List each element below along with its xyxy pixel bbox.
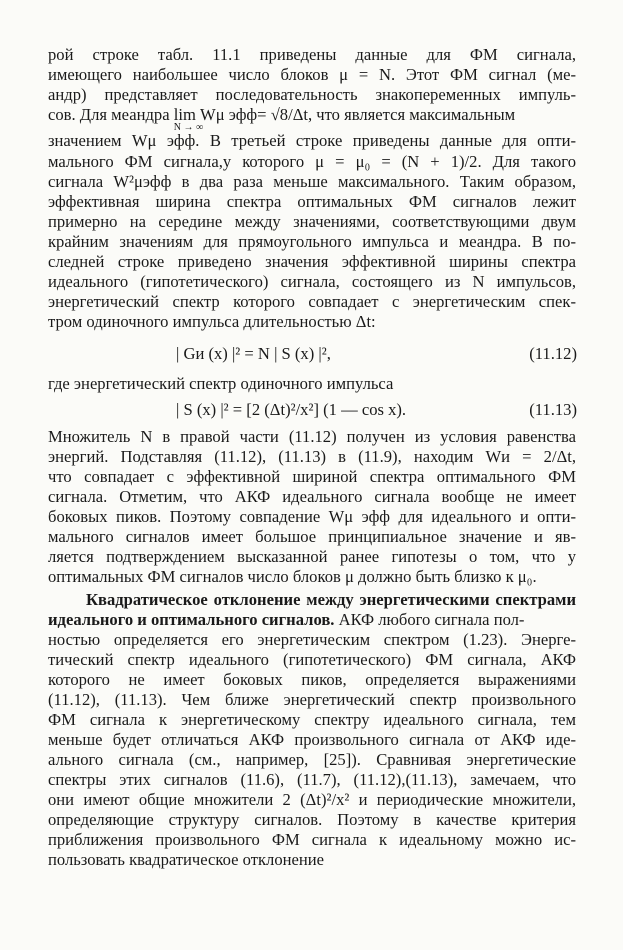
section-heading: идеального и оптимального сигналов. xyxy=(48,610,335,629)
lim-subscript: N → ∞ xyxy=(173,122,204,133)
text-line: имеющего наибольшее число блоков μ = N. Этот ФМ сигнал (ме- xyxy=(48,65,576,84)
text-line: сигнала. Отметим, что АКФ идеального сигнала вообще не имеет xyxy=(48,487,576,506)
text-line: оптимальных ФМ сигналов число блоков μ должно быть близко к μ₀. xyxy=(48,567,537,586)
text-line: спектры этих сигналов (11.6), (11.7), (11.12),(11.13), замечаем, что xyxy=(48,770,576,789)
equation-number: (11.12) xyxy=(529,344,577,363)
text-line: тром одиночного импульса длительностью Δt: xyxy=(48,312,376,331)
text-line: меньше будет отличаться АКФ произвольного сигнала от АКФ иде- xyxy=(48,730,576,749)
text-line: (11.12), (11.13). Чем ближе энергетический спектр произвольного xyxy=(48,690,576,709)
text-line: сигнала W²μэфф в два раза меньше максимального. Таким образом, xyxy=(48,172,576,191)
text-line: боковых пиков. Поэтому совпадение Wμ эфф для идеального и опти- xyxy=(48,507,576,526)
text-line: идеального (гипотетического) сигнала, состоящего из N импульсов, xyxy=(48,272,576,291)
text-line: ального сигнала (см., например, [25]). Сравнивая энергетические xyxy=(48,750,576,769)
text-line: определяющие структуру сигналов. Поэтому в качестве критерия xyxy=(48,810,576,829)
text-line: эффективная ширина спектра оптимальных ФМ сигналов лежит xyxy=(48,192,576,211)
text-line: андр) представляет последовательность знакопеременных импуль- xyxy=(48,85,576,104)
text-line: что совпадает с эффективной шириной спектра оптимального ФМ xyxy=(48,467,576,486)
text-line: ляется подтверждением высказанной ранее гипотезы о том, что у xyxy=(48,547,576,566)
equation-11-12: | Gи (x) |² = N | S (x) |², xyxy=(176,344,331,363)
text-fragment: Wμ эфф= √8/Δt, что является максимальным xyxy=(200,105,516,124)
text-line: рой строке табл. 11.1 приведены данные для ФМ сигнала, xyxy=(48,45,576,64)
text-fragment: сов. Для меандра xyxy=(48,105,170,124)
text-fragment: АКФ любого сигнала пол- xyxy=(334,610,525,629)
equation-number: (11.13) xyxy=(529,400,577,419)
limit-expression xyxy=(173,105,204,133)
text-line: мального ФМ сигнала,у которого μ = μ₀ = (N + 1)/2. Для такого xyxy=(48,152,576,171)
text-line: они имеют общие множители 2 (Δt)²/x² и периодические множители, xyxy=(48,790,576,809)
section-heading: Квадратическое отклонение между энергетическими спектрами xyxy=(86,590,576,609)
text-line: энергий. Подставляя (11.12), (11.13) в (11.9), находим Wи = 2/Δt, xyxy=(48,447,576,466)
text-line xyxy=(48,610,576,630)
text-line: где энергетический спектр одиночного импульса xyxy=(48,374,394,393)
text-line: значением Wμ эфф. В третьей строке приведены данные для опти- xyxy=(48,131,576,150)
text-line: энергетический спектр которого совпадает с энергетическим спек- xyxy=(48,292,576,311)
text-line: ФМ сигнала к энергетическому спектру идеального сигнала, тем xyxy=(48,710,576,729)
text-line: примерно на середине между значениями, соответствующими двум xyxy=(48,212,576,231)
lim-operator: lim xyxy=(173,105,196,124)
text-line: пользовать квадратическое отклонение xyxy=(48,850,324,869)
text-line: следней строке приведено значения эффективной ширины спектра xyxy=(48,252,576,271)
text-line: крайним значениям для прямоугольного импульса и меандра. В по- xyxy=(48,232,576,251)
text-line: Множитель N в правой части (11.12) получен из условия равенства xyxy=(48,427,576,446)
text-line: тический спектр идеального (гипотетического) ФМ сигнала, АКФ xyxy=(48,650,576,669)
text-line: приближения произвольного ФМ сигнала к идеальному можно ис- xyxy=(48,830,576,849)
text-line: мального сигналов имеет большое принципиальное значение и яв- xyxy=(48,527,576,546)
text-line: ностью определяется его энергетическим спектром (1.23). Энерге- xyxy=(48,630,576,649)
text-line: которого не имеет боковых пиков, определяется выражениями xyxy=(48,670,576,689)
equation-11-13: | S (x) |² = [2 (Δt)²/x²] (1 — cos x). xyxy=(176,400,407,419)
